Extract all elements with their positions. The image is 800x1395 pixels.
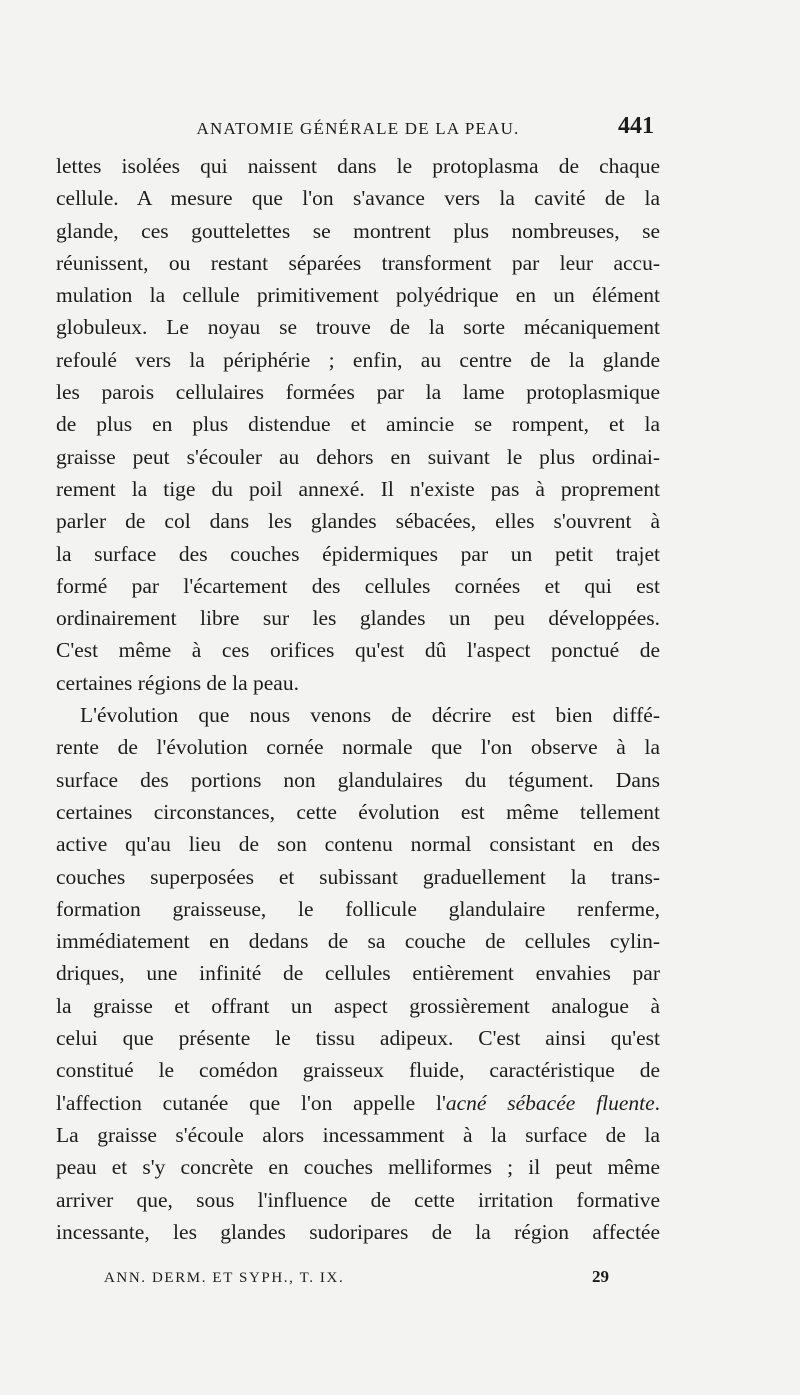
text-line: la surface des couches épidermiques par un petit trajet (56, 541, 660, 566)
signature-line: ANN. DERM. ET SYPH., T. IX. (104, 1270, 345, 1286)
text-line: graisse peut s'écouler au dehors en suivant le plus ordinai- (56, 444, 660, 469)
text-line: glande, ces gouttelettes se montrent plus nombreuses, se (56, 218, 660, 243)
text-line: refoulé vers la périphérie ; enfin, au centre de la glande (56, 347, 660, 372)
text-line: celui que présente le tissu adipeux. C'est ainsi qu'est (56, 1026, 660, 1051)
text-line: certaines circonstances, cette évolution est même tellement (56, 799, 660, 824)
text-line: parler de col dans les glandes sébacées, elles s'ouvrent à (56, 509, 660, 534)
text-line: mulation la cellule primitivement polyédrique en un élément (56, 283, 660, 308)
text-line-with-term (56, 1087, 660, 1119)
sheet-number: 29 (592, 1267, 609, 1286)
text-line: La graisse s'écoule alors incessamment à la surface de la (56, 1122, 660, 1147)
text-line: incessante, les glandes sudoripares de la région affectée (56, 1219, 660, 1244)
paragraph-1 (56, 150, 660, 699)
text-line: rement la tige du poil annexé. Il n'existe pas à proprement (56, 476, 660, 501)
text-line: réunissent, ou restant séparées transforment par leur accu- (56, 250, 660, 275)
text-line: formé par l'écartement des cellules cornées et qui est (56, 573, 660, 598)
text-line: peau et s'y concrète en couches melliformes ; il peut même (56, 1155, 660, 1180)
text-line: les parois cellulaires formées par la lame protoplasmique (56, 380, 660, 405)
text-line: formation graisseuse, le follicule glandulaire renferme, (56, 896, 660, 921)
text-line: immédiatement en dedans de sa couche de cellules cylin- (56, 929, 660, 954)
text-line: surface des portions non glandulaires du tégument. Dans (56, 767, 660, 792)
page-number: 441 (618, 113, 654, 139)
text-line: la graisse et offrant un aspect grossièrement analogue à (56, 993, 660, 1018)
text-line: ordinairement libre sur les glandes un peu développées. (56, 606, 660, 631)
text-line: globuleux. Le noyau se trouve de la sorte mécaniquement (56, 315, 660, 340)
text-line: active qu'au lieu de son contenu normal consistant en des (56, 832, 660, 857)
text-line: couches superposées et subissant graduellement la trans- (56, 864, 660, 889)
text-line: constitué le comédon graisseux fluide, caractéristique de (56, 1058, 660, 1083)
italic-term-suffix: . (654, 1090, 660, 1115)
text-line: C'est même à ces orifices qu'est dû l'aspect ponctué de (56, 638, 660, 663)
body-text (56, 150, 660, 1248)
text-line: lettes isolées qui naissent dans le protoplasma de chaque (56, 154, 660, 178)
text-line: de plus en plus distendue et amincie se rompent, et la (56, 412, 660, 437)
running-title: ANATOMIE GÉNÉRALE DE LA PEAU. (196, 119, 520, 138)
text-line: L'évolution que nous venons de décrire est bien diffé- (80, 703, 660, 728)
text-line: cellule. A mesure que l'on s'avance vers la cavité de la (56, 186, 660, 211)
text-line: driques, une infinité de cellules entièrement envahies par (56, 961, 660, 986)
italic-term: acné sébacée fluente (445, 1090, 655, 1115)
text-line: arriver que, sous l'influence de cette irritation formative (56, 1187, 660, 1212)
paragraph-2 (56, 699, 660, 1248)
text-line-lead: l'affection cutanée que l'on appelle l' (56, 1090, 446, 1115)
text-line: rente de l'évolution cornée normale que l'on observe à la (56, 735, 660, 760)
text-line: certaines régions de la peau. (56, 670, 299, 695)
